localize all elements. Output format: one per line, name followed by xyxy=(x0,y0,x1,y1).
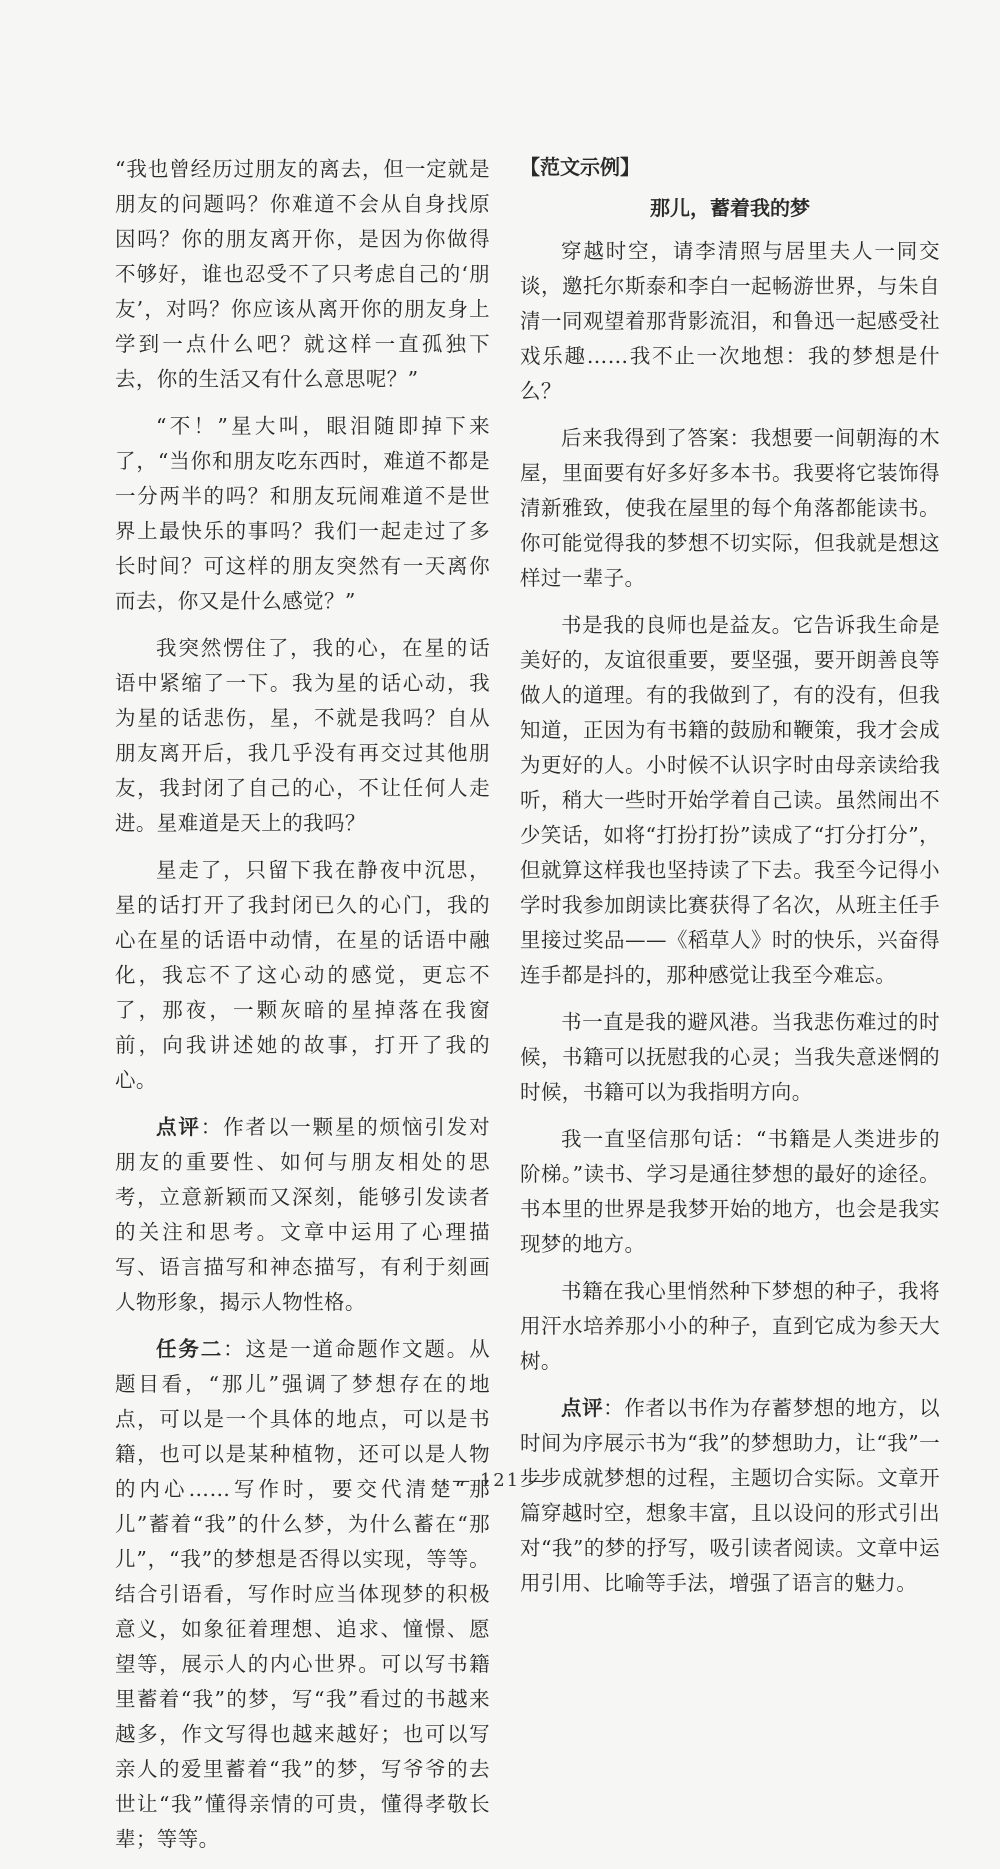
comment-paragraph xyxy=(115,1110,490,1320)
right-column xyxy=(520,152,940,1613)
essay-paragraph: 我一直坚信那句话：“书籍是人类进步的阶梯。”读书、学习是通往梦想的最好的途径。书本里的世界是我梦开始的地方，也会是我实现梦的地方。 xyxy=(520,1127,940,1256)
comment-text: ：作者以书作为存蓄梦想的地方，以时间为序展示书为“我”的梦想助力，让“我”一步步成就梦想的过程，主题切合实际。文章开篇穿越时空，想象丰富，且以设问的形式引出对“我”的梦的抒写，吸引读者阅读。文章中运用引用、比喻等手法，增强了语言的魅力。 xyxy=(520,1396,940,1595)
task2-text: ：这是一道命题作文题。从题目看，“那儿”强调了梦想存在的地点，可以是一个具体的地点，可以是书籍，也可以是某种植物，还可以是人物的内心……写作时，要交代清楚“那儿”蓄着“我”的什么梦，为什么蓄在“那儿”，“我”的梦想是否得以实现，等等。结合引语看，写作时应当体现梦的积极意义，如象征着理想、追求、憧憬、愿望等，展示人的内心世界。可以写书籍里蓄着“我”的梦，写“我”看过的书越来越多，作文写得也越来越好；也可以写亲人的爱里蓄着“我”的梦，写爷爷的去世让“我”懂得亲情的可贵，懂得孝敬长辈；等等。 xyxy=(115,1337,490,1851)
body-paragraph: “我也曾经历过朋友的离去，但一定就是朋友的问题吗？你难道不会从自身找原因吗？你的朋友离开你，是因为你做得不够好，谁也忍受不了只考虑自己的‘朋友’，对吗？你应该从离开你的朋友身上学到一点什么吧？就这样一直孤独下去，你的生活又有什么意思呢？” xyxy=(115,157,490,391)
section-heading: 【范文示例】 xyxy=(520,155,640,179)
page-number: — 121 — xyxy=(452,1470,548,1491)
essay-title: 那儿，蓄着我的梦 xyxy=(650,196,810,220)
essay-paragraph: 书一直是我的避风港。当我悲伤难过的时候，书籍可以抚慰我的心灵；当我失意迷惘的时候，书籍可以为我指明方向。 xyxy=(520,1010,940,1104)
essay-paragraph: 穿越时空，请李清照与居里夫人一同交谈，邀托尔斯泰和李白一起畅游世界，与朱自清一同观望着那背影流泪，和鲁迅一起感受社戏乐趣……我不止一次地想：我的梦想是什么？ xyxy=(520,239,940,403)
essay-paragraph: 书籍在我心里悄然种下梦想的种子，我将用汗水培养那小小的种子，直到它成为参天大树。 xyxy=(520,1279,940,1373)
comment-label: 点评 xyxy=(561,1396,604,1420)
comment-text: ：作者以一颗星的烦恼引发对朋友的重要性、如何与朋友相处的思考，立意新颖而又深刻，能够引发读者的关注和思考。文章中运用了心理描写、语言描写和神态描写，有利于刻画人物形象，揭示人物性格。 xyxy=(115,1115,490,1314)
task2-paragraph xyxy=(115,1332,490,1857)
body-paragraph: 星走了，只留下我在静夜中沉思，星的话打开了我封闭已久的心门，我的心在星的话语中动情，在星的话语中融化，我忘不了这心动的感觉，更忘不了，那夜，一颗灰暗的星掉落在我窗前，向我讲述她的故事，打开了我的心。 xyxy=(115,858,490,1092)
comment-paragraph xyxy=(520,1391,940,1601)
body-paragraph: “不！”星大叫，眼泪随即掉下来了，“当你和朋友吃东西时，难道不都是一分两半的吗？和朋友玩闹难道不是世界上最快乐的事吗？我们一起走过了多长时间？可这样的朋友突然有一天离你而去，你又是什么感觉？” xyxy=(115,414,490,613)
body-paragraph: 我突然愣住了，我的心，在星的话语中紧缩了一下。我为星的话心动，我为星的话悲伤，星，不就是我吗？自从朋友离开后，我几乎没有再交过其他朋友，我封闭了自己的心，不让任何人走进。星难道是天上的我吗？ xyxy=(115,636,490,835)
left-column xyxy=(115,152,490,1869)
comment-label: 点评 xyxy=(156,1115,201,1139)
task2-label: 任务二 xyxy=(156,1337,224,1361)
essay-paragraph: 后来我得到了答案：我想要一间朝海的木屋，里面要有好多好多本书。我要将它装饰得清新雅致，使我在屋里的每个角落都能读书。你可能觉得我的梦想不切实际，但我就是想这样过一辈子。 xyxy=(520,426,940,590)
essay-paragraph: 书是我的良师也是益友。它告诉我生命是美好的，友谊很重要，要坚强，要开朗善良等做人的道理。有的我做到了，有的没有，但我知道，正因为有书籍的鼓励和鞭策，我才会成为更好的人。小时候不认识字时由母亲读给我听，稍大一些时开始学着自己读。虽然闹出不少笑话，如将“打扮打扮”读成了“打分打分”，但就算这样我也坚持读了下去。我至今记得小学时我参加朗读比赛获得了名次，从班主任手里接过奖品——《稻草人》时的快乐，兴奋得连手都是抖的，那种感觉让我至今难忘。 xyxy=(520,613,940,987)
